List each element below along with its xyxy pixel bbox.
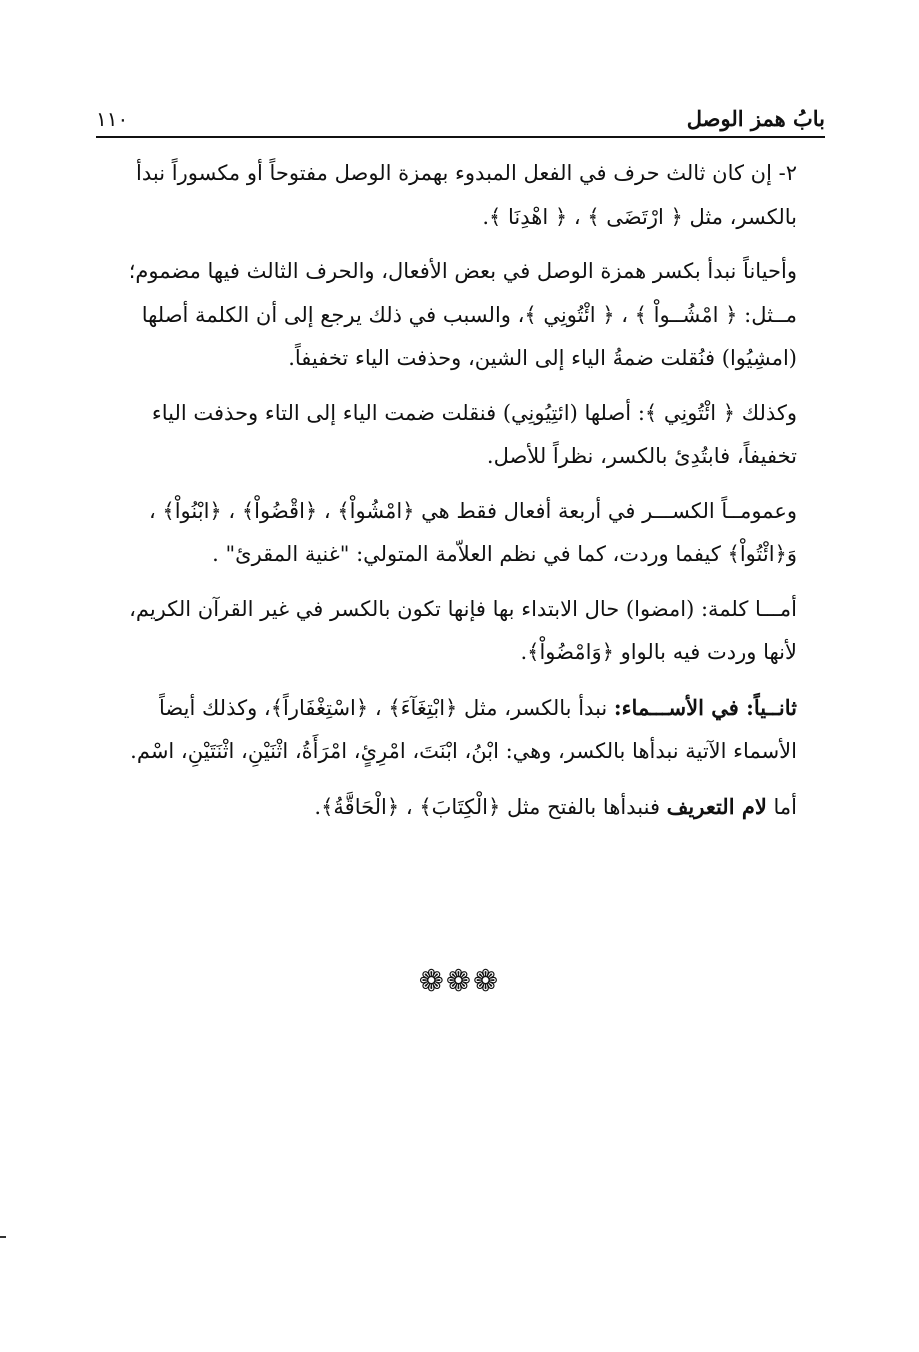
paragraph-1 [96,152,823,239]
text-line [96,686,823,731]
text-line: مــثل: ﴿ امْشُــواْ ﴾ ، ﴿ ائْتُونِي ﴾، والسبب في ذلك يرجع إلى أن الكلمة أصلها [141,302,797,327]
text-line: وكذلك ﴿ ائْتُونِي ﴾: أصلها (ائتِيُونِي) فنقلت ضمت الياء إلى التاء وحذفت الياء [151,400,797,425]
text-run: أما [773,794,797,819]
section-lead: ثانــياً: في الأســـماء: [613,694,797,720]
chapter-title: بابُ همز الوصل [686,106,825,131]
paragraph-3 [96,392,823,479]
paragraph-2 [96,250,823,381]
page-number: ١١٠ [96,107,129,131]
paragraph-7 [96,785,823,830]
section-lead: لام التعريف [666,793,767,819]
text-line: أمـــا كلمة: (امضوا) حال الابتداء بها فإنها تكون بالكسر في غير القرآن الكريم، [129,596,797,621]
page-body [96,152,823,840]
page-header [96,104,825,138]
text-line: ٢- إن كان ثالث حرف في الفعل المبدوء بهمزة الوصل مفتوحاً أو مكسوراً نبدأ [136,161,797,185]
text-line [96,785,823,830]
text-line: وأحياناً نبدأ بكسر همزة الوصل في بعض الأفعال، والحرف الثالث فيها مضموم؛ [128,259,797,283]
text-run: فنبدأها بالفتح مثل ﴿الْكِتَابَ﴾ ، ﴿الْحَاقَّةُ﴾. [314,794,667,819]
text-run: نبدأ بالكسر، مثل ﴿ابْتِغَآءَ﴾ ، ﴿اسْتِغْفَاراً﴾، وكذلك أيضاً [159,695,614,720]
text-line: (امشِيُوا) فنُقلت ضمةُ الياء إلى الشين، وحذفت الياء تخفيفاً. [288,346,797,370]
text-line: وَ﴿ائْتُواْ﴾ كيفما وردت، كما في نظم العلاّمة المتولي: "غنية المقرئ" . [212,542,797,566]
text-line: وعمومــاً الكســـر في أربعة أفعال فقط هي ﴿امْشُواْ﴾ ، ﴿اقْضُواْ﴾ ، ﴿ابْنُواْ﴾ ، [148,498,797,523]
text-line: لأنها وردت فيه بالواو ﴿وَامْضُواْ﴾. [520,640,797,664]
text-line: بالكسر، مثل ﴿ ارْتَضَى ﴾ ، ﴿ اهْدِنَا ﴾. [482,204,797,229]
paragraph-5 [96,588,823,675]
text-line: الأسماء الآتية نبدأها بالكسر، وهي: ابْنُ، ابْنَتَ، امْرِئٍ، امْرَأَةُ، اثْنَيْنِ، اثْنَتَيْنِ، اسْم. [130,739,797,763]
scan-edge-mark [0,1236,6,1238]
ornament-divider: ❁❁❁ [418,964,501,999]
paragraph-6 [96,686,823,774]
text-line: تخفيفاً، فابتُدِئ بالكسر، نظراً للأصل. [486,444,797,468]
paragraph-4 [96,490,823,577]
